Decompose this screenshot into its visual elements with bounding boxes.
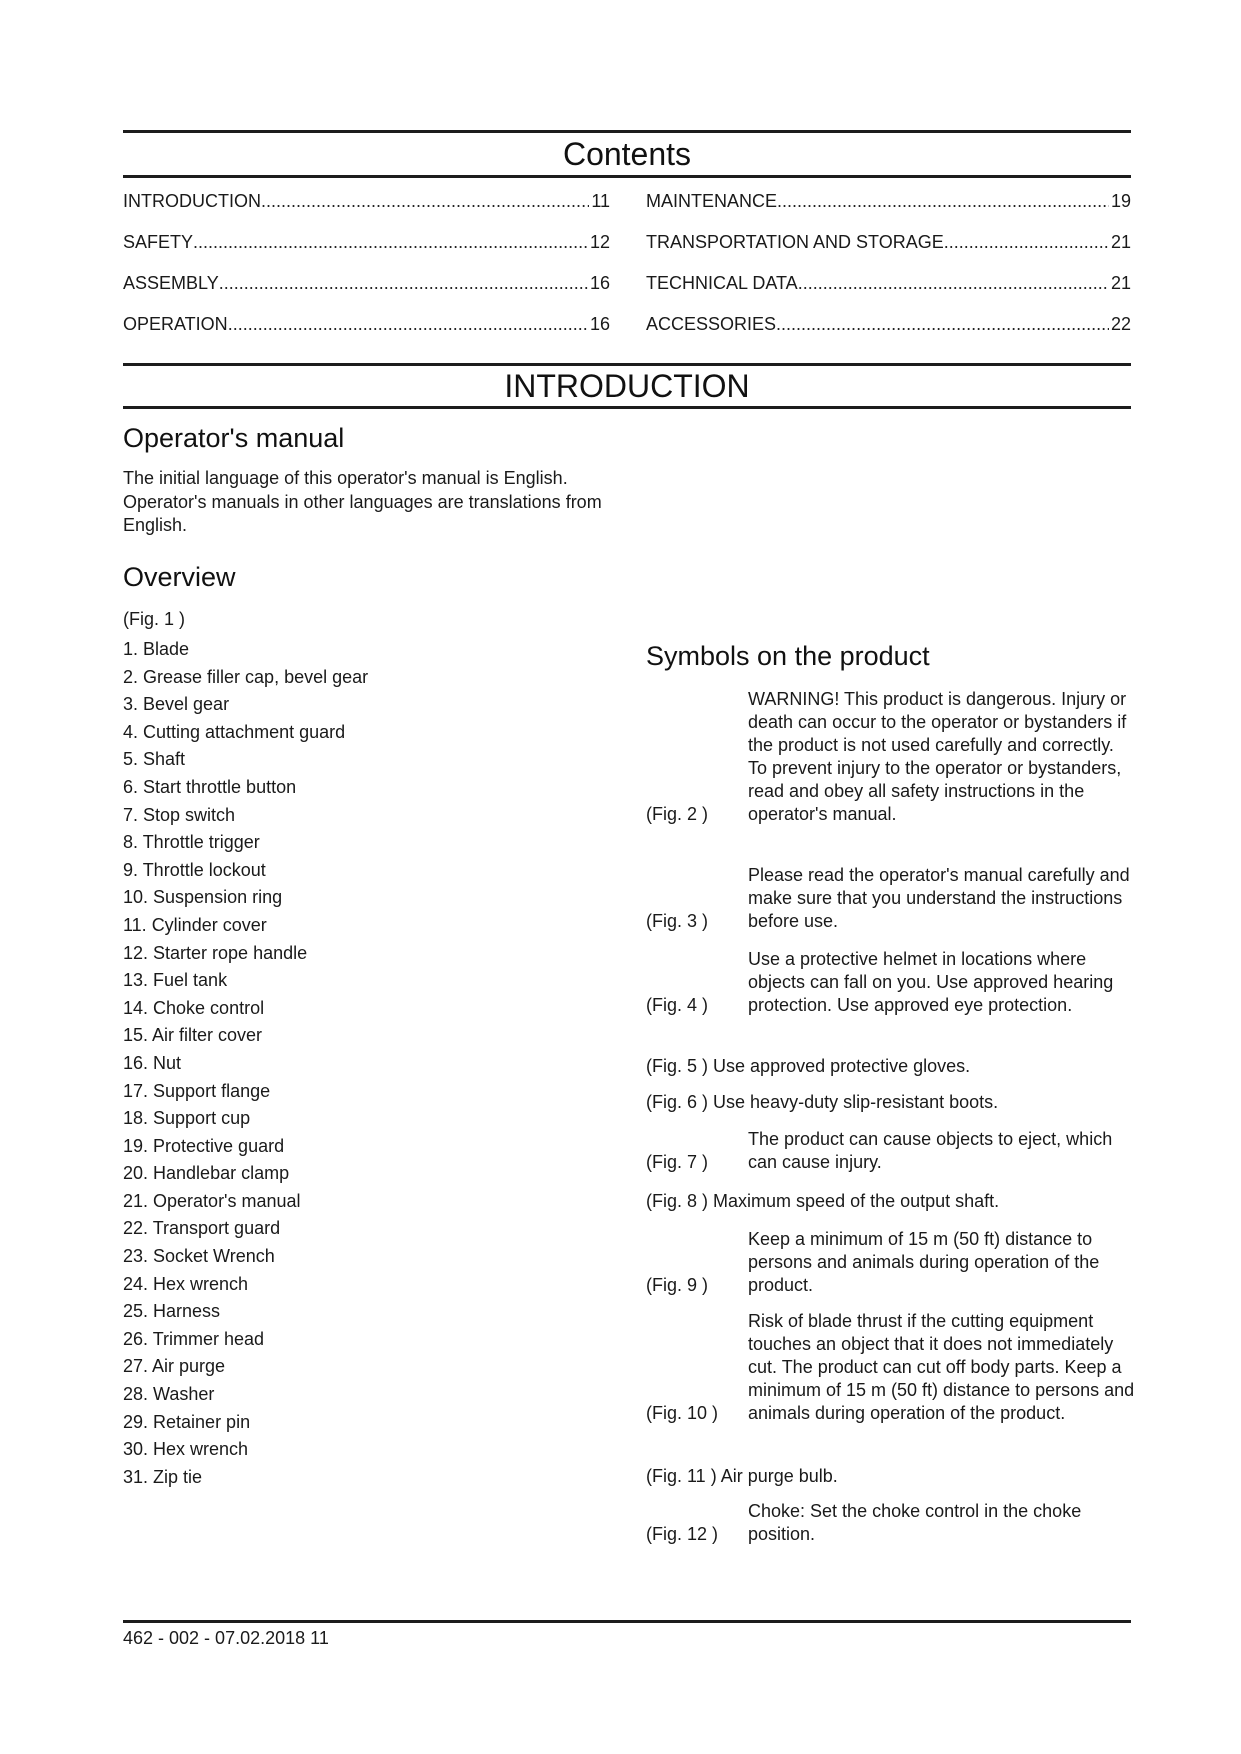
symbol-fig-ref[interactable]: (Fig. 7 ) xyxy=(646,1152,709,1172)
toc-leader xyxy=(219,272,588,294)
symbol-fig-ref[interactable]: (Fig. 4 ) xyxy=(646,995,709,1015)
toc-label: ASSEMBLY xyxy=(123,273,219,293)
parts-list-item: 7. Stop switch xyxy=(123,804,236,825)
symbol-fig-ref[interactable]: (Fig. 11 ) xyxy=(646,1466,717,1486)
symbol-entry-fig-3 xyxy=(646,864,1136,933)
parts-list-item: 29. Retainer pin xyxy=(123,1411,251,1432)
symbol-fig-ref[interactable]: (Fig. 5 ) xyxy=(646,1056,709,1076)
toc-label: ACCESSORIES xyxy=(646,314,777,334)
toc-leader xyxy=(944,231,1109,253)
parts-list-item: 9. Throttle lockout xyxy=(123,859,266,880)
toc-page: 21 xyxy=(1110,232,1131,252)
symbol-description: Air purge bulb. xyxy=(720,1466,838,1486)
parts-list-item: 4. Cutting attachment guard xyxy=(123,721,346,742)
parts-list-item: 8. Throttle trigger xyxy=(123,832,260,853)
symbol-entry-fig-7 xyxy=(646,1128,1136,1174)
symbol-fig-ref[interactable]: (Fig. 9 ) xyxy=(646,1275,709,1295)
parts-list-item: 12. Starter rope handle xyxy=(123,942,308,963)
toc-label: SAFETY xyxy=(123,232,194,252)
symbol-entry-fig-6 xyxy=(646,1091,998,1114)
parts-list-item: 5. Shaft xyxy=(123,749,186,770)
parts-list-item: 25. Harness xyxy=(123,1301,221,1322)
symbol-fig-ref[interactable]: (Fig. 2 ) xyxy=(646,804,709,824)
toc-label: TRANSPORTATION AND STORAGE xyxy=(646,232,944,252)
toc-page: 22 xyxy=(1110,314,1131,334)
symbol-description: Use heavy-duty slip-resistant boots. xyxy=(713,1092,999,1112)
toc-leader xyxy=(776,313,1109,335)
symbol-description: Choke: Set the choke control in the choke position. xyxy=(748,1501,1082,1544)
symbol-entry-fig-8 xyxy=(646,1190,999,1213)
toc-entry-technical-data[interactable] xyxy=(646,272,1131,294)
symbol-description: Maximum speed of the output shaft. xyxy=(713,1191,1000,1211)
symbol-entry-fig-2 xyxy=(646,688,1136,826)
operators-manual-text: The initial language of this operator's manual is English. Operator's manuals in other languages are translations from English. xyxy=(123,468,602,535)
parts-list-item: 10. Suspension ring xyxy=(123,887,283,908)
parts-list-item: 31. Zip tie xyxy=(123,1466,203,1487)
parts-list-item: 3. Bevel gear xyxy=(123,694,230,715)
parts-list-item: 21. Operator's manual xyxy=(123,1190,301,1211)
toc-label: OPERATION xyxy=(123,314,228,334)
operators-manual-heading: Operator's manual xyxy=(123,423,345,453)
symbol-entry-fig-12 xyxy=(646,1500,1136,1546)
symbol-description: WARNING! This product is dangerous. Injury or death can occur to the operator or bystanders if the product is not used carefully and correctly. To prevent injury to the operator or bystanders, read and obey all safety instructions in the operator's manual. xyxy=(748,689,1127,824)
toc-page: 12 xyxy=(589,232,610,252)
toc-entry-introduction[interactable] xyxy=(123,190,610,212)
toc-leader xyxy=(777,190,1109,212)
toc-page: 16 xyxy=(589,314,610,334)
parts-list-item: 30. Hex wrench xyxy=(123,1439,249,1460)
symbol-description: Use a protective helmet in locations where objects can fall on you. Use approved hearing protection. Use approved eye protection. xyxy=(748,949,1114,1015)
toc-page: 16 xyxy=(589,273,610,293)
parts-list-item: 11. Cylinder cover xyxy=(123,914,267,935)
symbol-fig-ref[interactable]: (Fig. 8 ) xyxy=(646,1191,709,1211)
toc-leader xyxy=(261,190,589,212)
toc-entry-accessories[interactable] xyxy=(646,313,1131,335)
contents-title: Contents xyxy=(562,136,692,172)
parts-list-item: 22. Transport guard xyxy=(123,1218,281,1239)
parts-list-item: 15. Air filter cover xyxy=(123,1025,263,1046)
toc-entry-transportation-and-storage[interactable] xyxy=(646,231,1131,253)
parts-list-item: 27. Air purge xyxy=(123,1356,226,1377)
contents-rule-bottom xyxy=(123,175,1131,178)
symbol-description: Use approved protective gloves. xyxy=(713,1056,971,1076)
parts-list xyxy=(123,637,368,1492)
toc-entry-safety[interactable] xyxy=(123,231,610,253)
introduction-rule-bottom xyxy=(123,406,1131,409)
toc-label: TECHNICAL DATA xyxy=(646,273,798,293)
symbol-entry-fig-5 xyxy=(646,1055,970,1078)
toc-leader xyxy=(193,231,588,253)
footer-doc-info: 462 - 002 - 07.02.2018 11 xyxy=(123,1628,329,1648)
symbol-entry-fig-9 xyxy=(646,1228,1136,1297)
symbol-fig-ref[interactable]: (Fig. 3 ) xyxy=(646,911,709,931)
parts-list-item: 16. Nut xyxy=(123,1052,182,1073)
toc-page: 21 xyxy=(1110,273,1131,293)
toc-leader xyxy=(798,272,1109,294)
toc-page: 11 xyxy=(591,191,610,211)
parts-list-item: 24. Hex wrench xyxy=(123,1273,249,1294)
parts-list-item: 26. Trimmer head xyxy=(123,1328,265,1349)
toc-leader xyxy=(228,313,588,335)
parts-list-item: 19. Protective guard xyxy=(123,1135,285,1156)
overview-heading: Overview xyxy=(123,562,236,592)
parts-list-item: 20. Handlebar clamp xyxy=(123,1163,290,1184)
symbol-description: Keep a minimum of 15 m (50 ft) distance to persons and animals during operation of the product. xyxy=(748,1229,1100,1295)
toc-entry-assembly[interactable] xyxy=(123,272,610,294)
symbols-heading: Symbols on the product xyxy=(646,641,930,671)
toc-entry-maintenance[interactable] xyxy=(646,190,1131,212)
symbol-fig-ref[interactable]: (Fig. 12 ) xyxy=(646,1524,719,1544)
symbol-description: The product can cause objects to eject, which can cause injury. xyxy=(748,1129,1113,1172)
symbol-entry-fig-4 xyxy=(646,948,1136,1017)
toc-entry-operation[interactable] xyxy=(123,313,610,335)
introduction-title: INTRODUCTION xyxy=(504,368,750,404)
toc-page: 19 xyxy=(1110,191,1131,211)
footer-rule xyxy=(123,1620,1131,1623)
symbol-entry-fig-10 xyxy=(646,1310,1136,1425)
symbol-fig-ref[interactable]: (Fig. 10 ) xyxy=(646,1403,719,1423)
overview-fig-ref: (Fig. 1 ) xyxy=(123,609,186,629)
parts-list-item: 13. Fuel tank xyxy=(123,970,228,991)
parts-list-item: 28. Washer xyxy=(123,1384,215,1405)
toc-label: INTRODUCTION xyxy=(123,191,261,211)
parts-list-item: 17. Support flange xyxy=(123,1080,271,1101)
parts-list-item: 1. Blade xyxy=(123,639,190,659)
toc-label: MAINTENANCE xyxy=(646,191,778,211)
parts-list-item: 18. Support cup xyxy=(123,1108,251,1129)
symbol-description: Please read the operator's manual carefully and make sure that you understand the instructions before use. xyxy=(748,865,1130,931)
parts-list-item: 14. Choke control xyxy=(123,997,265,1018)
symbol-description: Risk of blade thrust if the cutting equipment touches an object that it does not immediately cut. The product can cut off body parts. Keep a minimum of 15 m (50 ft) distance to persons and animals during operation of the product. xyxy=(748,1311,1135,1423)
parts-list-item: 2. Grease filler cap, bevel gear xyxy=(123,666,369,687)
parts-list-item: 6. Start throttle button xyxy=(123,776,297,797)
contents-rule-top xyxy=(123,130,1131,133)
parts-list-item: 23. Socket Wrench xyxy=(123,1246,275,1267)
symbol-fig-ref[interactable]: (Fig. 6 ) xyxy=(646,1092,709,1112)
symbol-entry-fig-11 xyxy=(646,1465,838,1488)
